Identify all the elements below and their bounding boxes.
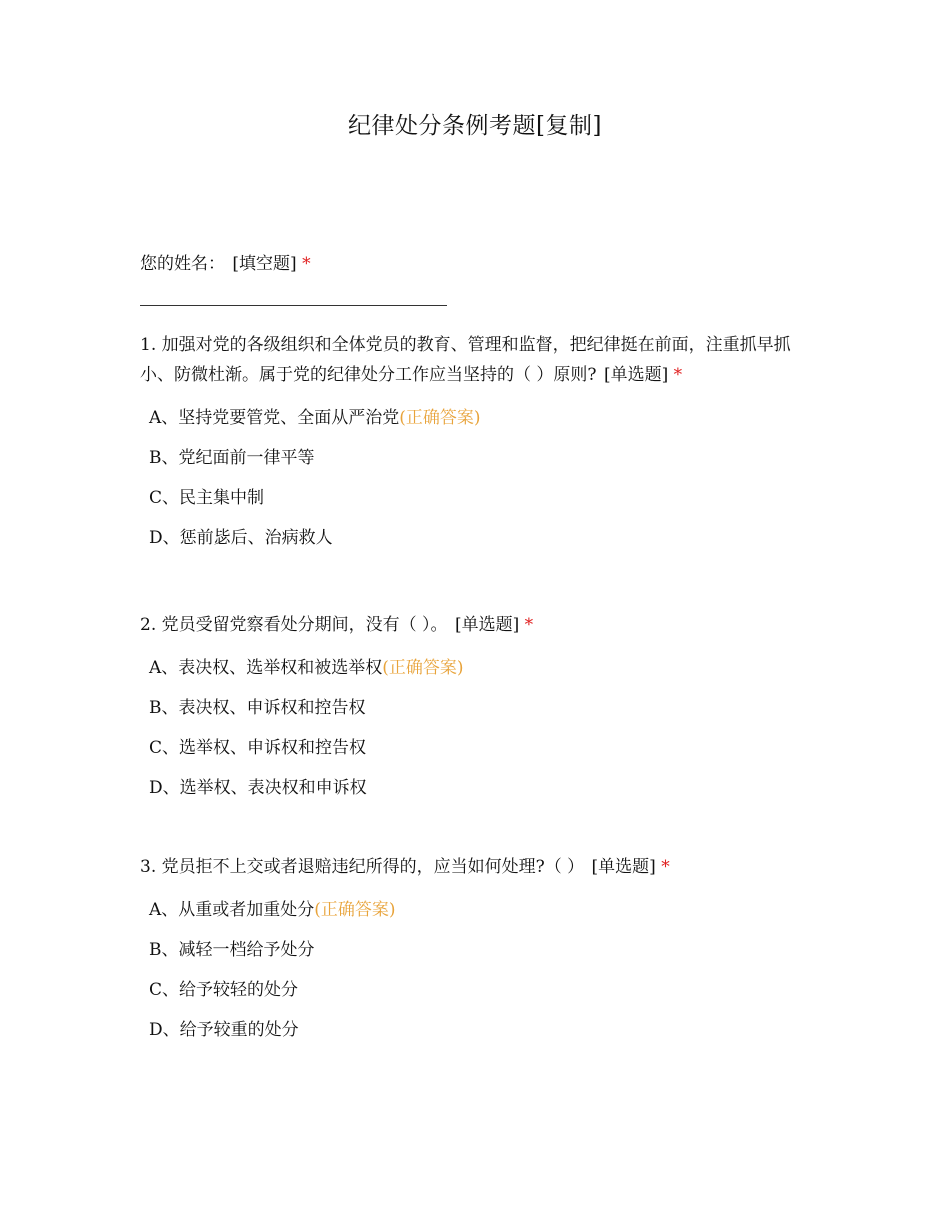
question-type: [单选题] [591,857,656,877]
question-text [140,610,820,640]
question-2-text: 2. 党员受留党察看处分期间，没有（ ）。 [140,615,448,635]
option-text: B、表决权、申诉权和控告权 [149,698,366,718]
option-a[interactable] [149,890,820,930]
question-3-text: 3. 党员拒不上交或者退赔违纪所得的，应当如何处理?（ ） [140,857,585,877]
name-question [140,250,820,278]
question-type: [单选题] [603,365,669,385]
option-text: B、减轻一档给予处分 [149,940,315,960]
option-text: D、选举权、表决权和申诉权 [149,778,367,798]
question-text [140,852,820,882]
option-text: C、给予较轻的处分 [149,980,299,1000]
option-list [140,648,820,808]
option-c[interactable] [149,970,820,1010]
option-c[interactable] [149,728,820,768]
question-1 [140,330,820,558]
option-b[interactable] [149,688,820,728]
name-input-line[interactable] [140,305,447,306]
option-d[interactable] [149,1010,820,1050]
option-b[interactable] [149,930,820,970]
required-mark: * [673,365,683,385]
option-text: C、民主集中制 [149,488,265,508]
option-a[interactable] [149,398,820,438]
option-text: A、表决权、选举权和被选举权 [149,658,383,678]
required-mark: * [302,254,311,274]
correct-answer-tag: (正确答案) [382,658,464,678]
question-3 [140,852,820,1050]
required-mark: * [524,615,534,635]
option-text: A、从重或者加重处分 [149,900,315,920]
option-b[interactable] [149,438,820,478]
option-text: A、坚持党要管党、全面从严治党 [149,408,400,428]
required-mark: * [661,857,670,877]
option-text: D、惩前毖后、治病救人 [149,528,333,548]
name-label: 您的姓名： [140,254,225,274]
option-text: B、党纪面前一律平等 [149,448,315,468]
survey-title: 纪律处分条例考题[复制] [348,113,602,139]
option-d[interactable] [149,518,820,558]
option-c[interactable] [149,478,820,518]
option-list [140,398,820,558]
correct-answer-tag: (正确答案) [314,900,396,920]
question-text [140,330,820,390]
option-text: C、选举权、申诉权和控告权 [149,738,367,758]
question-type: [单选题] [454,615,520,635]
question-1-text: 1. 加强对党的各级组织和全体党员的教育、管理和监督，把纪律挺在前面，注重抓早抓小、防微杜渐。属于党的纪律处分工作应当坚持的（ ）原则? [140,335,791,385]
correct-answer-tag: (正确答案) [399,408,481,428]
option-text: D、给予较重的处分 [149,1020,299,1040]
option-a[interactable] [149,648,820,688]
option-d[interactable] [149,768,820,808]
option-list [140,890,820,1050]
question-2 [140,610,820,808]
question-type: [填空题] [232,254,297,274]
